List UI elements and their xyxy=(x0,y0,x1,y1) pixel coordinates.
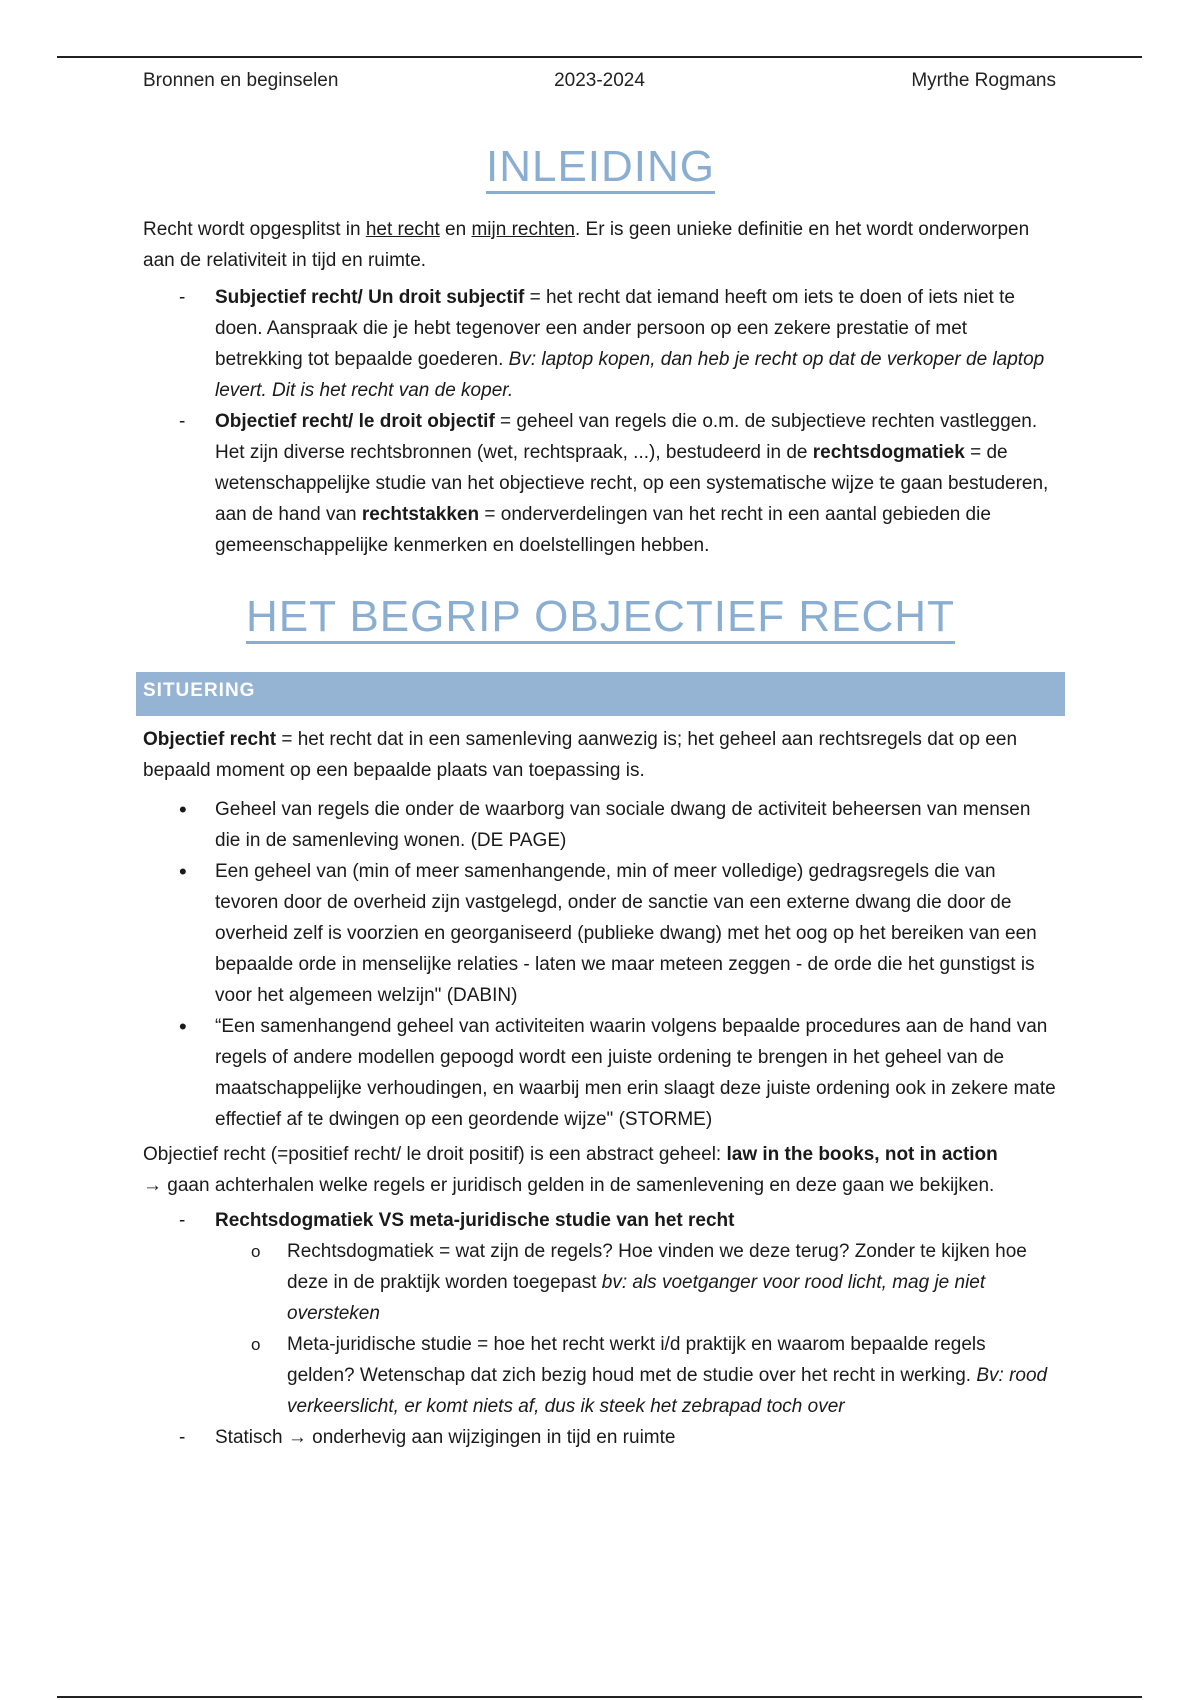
intro-list xyxy=(143,282,1058,561)
objectief-text-3: = onderverdelingen van het recht in een aantal gebieden die gemeenschappelijke kenmerken en doelstellingen hebben. xyxy=(215,504,991,556)
heading-inleiding xyxy=(143,142,1058,194)
bullet-de-page: • Geheel van regels die onder de waarborg van sociale dwang de activiteit beheersen van mensen die in de samenleving wonen. (DE PAGE) xyxy=(143,794,1058,856)
heading-inleiding-text: INLEIDING xyxy=(486,145,715,194)
header-rule xyxy=(57,56,1142,58)
statisch-list xyxy=(143,1422,1058,1453)
term-rechtsdogmatiek: rechtsdogmatiek xyxy=(812,442,965,463)
sub2-example: Bv: rood verkeerslicht, er komt niets af, dus ik steek het zebrapad toch over xyxy=(287,1365,1048,1417)
study-list xyxy=(143,1205,1058,1236)
list-item-statisch: - Statisch → onderhevig aan wijzigingen in tijd en ruimte xyxy=(143,1422,1058,1453)
intro-underline-1: het recht xyxy=(365,219,440,240)
header-author: Myrthe Rogmans xyxy=(911,70,1056,91)
law-in-books-bold: law in the books, not in action xyxy=(726,1144,998,1165)
rechtsdogmatiek-vs-heading: Rechtsdogmatiek VS meta-juridische studie van het recht xyxy=(215,1210,735,1231)
intro-text-3: . Er is geen unieke definitie en het wordt onderworpen aan de relativiteit in tijd en ruimte. xyxy=(143,219,1030,271)
header-year: 2023-2024 xyxy=(554,70,645,91)
intro-underline-2: mijn rechten xyxy=(471,219,575,240)
sub1-example: bv: als voetganger voor rood licht, mag je niet oversteken xyxy=(287,1272,986,1324)
objectief-text-1: = geheel van regels die o.m. de subjectieve rechten vastleggen. Het zijn diverse rechtsbronnen (wet, rechtspraak, ...), bestudeerd in de xyxy=(215,411,1038,463)
header-course: Bronnen en beginselen xyxy=(143,70,339,91)
term-subjectief: Subjectief recht/ Un droit subjectif xyxy=(215,287,525,308)
intro-paragraph xyxy=(143,214,1058,276)
study-sublist xyxy=(215,1236,1058,1422)
intro-text-2: en xyxy=(439,219,472,240)
list-item-subjectief xyxy=(143,282,1058,406)
objectief-text-2: = de wetenschappelijke studie van het objectieve recht, op een systematische wijze te gaan bestuderen, aan de hand van xyxy=(215,442,1049,525)
subjectief-text: = het recht dat iemand heeft om iets te doen of iets niet te doen. Aanspraak die je hebt tegenover een ander persoon op een zekere prestatie of met betrekking tot bepaalde goederen. xyxy=(215,287,1015,370)
definitions-bullet-list xyxy=(143,794,1058,1135)
subjectief-example: Bv: laptop kopen, dan heb je recht op dat de verkoper de laptop levert. Dit is het recht van de koper. xyxy=(215,349,1045,401)
term-objectief-recht: Objectief recht xyxy=(143,729,277,750)
page-header xyxy=(143,70,1056,100)
definition-paragraph xyxy=(143,724,1058,786)
sub1-text: Rechtsdogmatiek = wat zijn de regels? Hoe vinden we deze terug? Zonder te kijken hoe deze in de praktijk worden toegepast xyxy=(287,1241,1027,1293)
sublist-item-meta-juridisch xyxy=(215,1329,1058,1422)
definition-text: = het recht dat in een samenleving aanwezig is; het geheel aan rechtsregels dat op een bepaald moment op een bepaalde plaats van toepassing is. xyxy=(143,729,1018,781)
list-item-rechtsdogmatiek-vs xyxy=(143,1205,1058,1236)
bullet-dabin: • Een geheel van (min of meer samenhangende, min of meer volledige) gedragsregels die van tevoren door de overheid zijn vastgelegd, onder de sanctie van een externe dwang die door de overheid zelf is voorzien en georganiseerd (publieke dwang) met het oog op het bereiken van een bepaalde orde in menselijke relaties - laten we maar meteen zeggen - de orde die het gunstigst is voor het algemeen welzijn" (DABIN) xyxy=(143,856,1058,1011)
arrow-line: → gaan achterhalen welke regels er juridisch gelden in de samenlevening en deze gaan we bekijken. xyxy=(143,1175,995,1196)
positief-text: Objectief recht (=positief recht/ le droit positif) is een abstract geheel: xyxy=(143,1144,727,1165)
term-rechtstakken: rechtstakken xyxy=(361,504,480,525)
document-body xyxy=(143,142,1058,1453)
bullet-storme: • “Een samenhangend geheel van activiteiten waarin volgens bepaalde procedures aan de hand van regels of andere modellen gepoogd wordt een juiste ordening te brengen in het geheel van de maatschappelijke verhoudingen, en waarbij men erin slaagt deze juiste ordening ook in zekere mate effectief af te dwingen op een geordende wijze" (STORME) xyxy=(143,1011,1058,1135)
heading-objectief-text: HET BEGRIP OBJECTIEF RECHT xyxy=(246,595,955,644)
section-bar-situering: SITUERING xyxy=(136,672,1065,716)
sub2-text: Meta-juridische studie = hoe het recht werkt i/d praktijk en waarom bepaalde regels gelden? Wetenschap dat zich bezig houd met de studie over het recht in werking. xyxy=(287,1334,986,1386)
positief-recht-paragraph xyxy=(143,1139,1058,1170)
sublist-item-rechtsdogmatiek xyxy=(215,1236,1058,1329)
list-item-objectief xyxy=(143,406,1058,561)
term-objectief: Objectief recht/ le droit objectif xyxy=(215,411,495,432)
footer-rule xyxy=(57,1696,1142,1698)
heading-objectief-recht xyxy=(143,592,1058,644)
intro-text-1: Recht wordt opgesplitst in xyxy=(143,219,366,240)
